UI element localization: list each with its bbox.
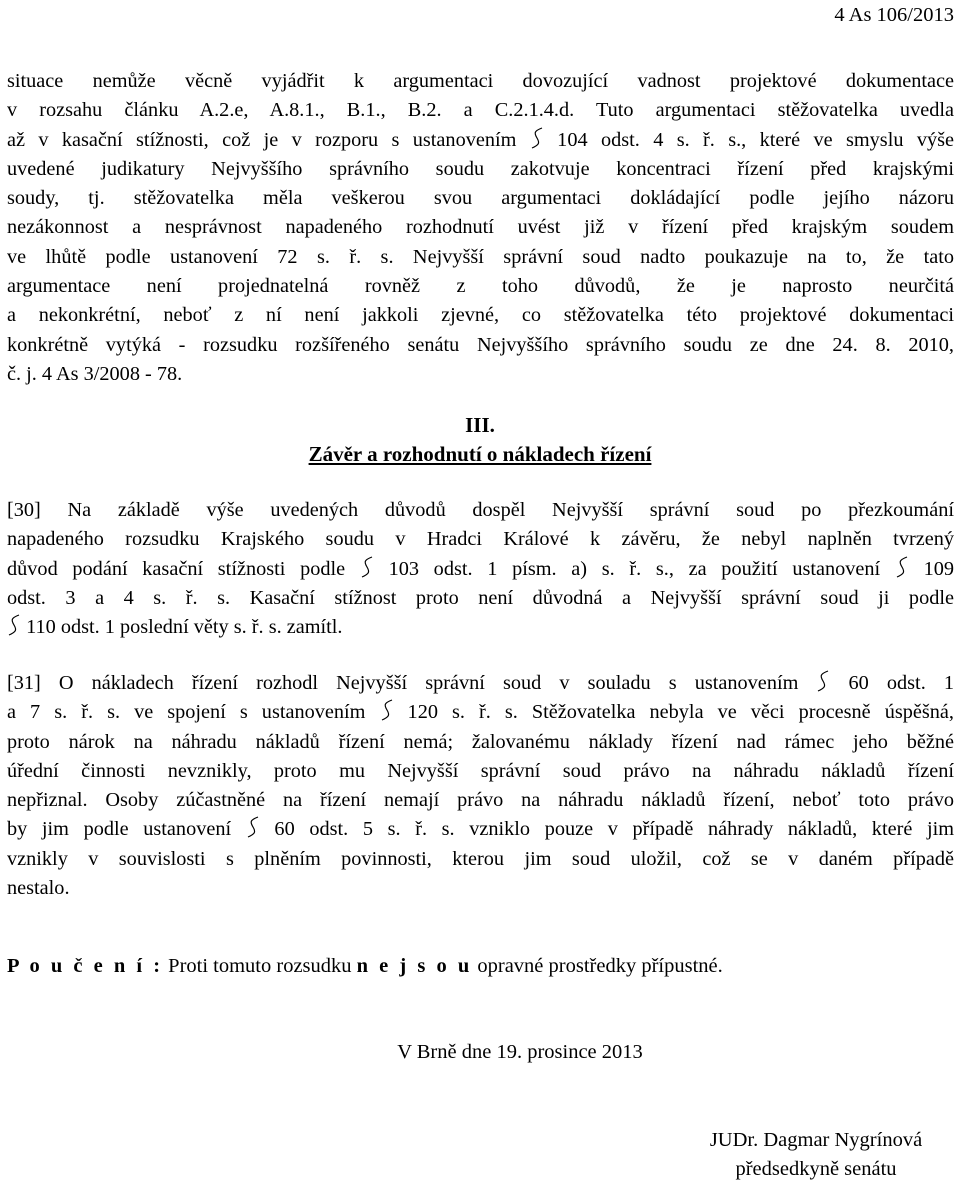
text-segment: 60 odst. 1 [848, 672, 954, 694]
paragraph-sign-icon [530, 127, 544, 147]
text-line: konkrétně vytýká - rozsudku rozšířeného senátu Nejvyššího správního soudu ze dne 24. 8. 2010, [7, 333, 954, 356]
text-segment: 60 odst. 5 s. ř. s. vzniklo pouze v případě náhrady nákladů, které jim [274, 818, 955, 841]
paragraph-sign-icon [7, 614, 21, 634]
section-title: Závěr a rozhodnutí o nákladech řízení [308, 442, 652, 466]
text-line [7, 815, 954, 844]
paragraph-30 [7, 496, 954, 642]
case-number: 4 As 106/2013 [834, 4, 954, 26]
paragraph-sign-icon [380, 699, 394, 719]
text-segment: 120 s. ř. s. Stěžovatelka nebyla ve věci procesně úspěšná, [407, 701, 954, 724]
paragraph-sign-icon [360, 556, 374, 576]
signatory-name: JUDr. Dagmar Nygrínová [709, 1129, 923, 1151]
instruction-emphasis: n e j s o u [356, 955, 473, 977]
text-segment: důvod podání kasační stížnosti podle [7, 557, 346, 580]
text-line: napadeného rozsudku Krajského soudu v Hradci Králové k závěru, že nebyl naplněn tvrzený [7, 528, 954, 551]
signature-block [686, 1126, 946, 1184]
text-segment: by jim podle ustanovení [7, 818, 232, 841]
text-segment: a 7 s. ř. s. ve spojení s ustanovením [7, 701, 366, 724]
paragraph-31 [7, 669, 954, 903]
text-line: argumentace není projednatelná rovněž z toho důvodů, že je naprosto neurčitá [7, 275, 954, 298]
text-segment: 103 odst. 1 písm. a) s. ř. s., za použití ustanovení [388, 557, 881, 580]
text-line: úřední činnosti nevznikly, proto mu Nejvyšší správní soud právo na náhradu nákladů řízení [7, 759, 954, 782]
text-line: soudy, tj. stěžovatelka měla veškerou svou argumentaci dokládající podle jejího názoru [7, 187, 954, 210]
text-line: č. j. 4 As 3/2008 - 78. [7, 362, 183, 385]
text-segment: [31] O nákladech řízení rozhodl Nejvyšší správní soud v souladu s ustanovením [7, 672, 799, 694]
signatory-role: předsedkyně senátu [735, 1158, 897, 1180]
text-segment: 110 odst. 1 poslední věty s. ř. s. zamítl. [26, 616, 343, 639]
text-line [7, 698, 954, 727]
text-line: v rozsahu článku A.2.e, A.8.1., B.1., B.2. a C.2.1.4.d. Tuto argumentaci stěžovatelka uvedla [7, 99, 954, 122]
text-line: nezákonnost a nesprávnost napadeného rozhodnutí uvést již v řízení před krajským soudem [7, 216, 954, 239]
instruction-text: Proti tomuto rozsudku [168, 955, 352, 977]
text-line [7, 126, 954, 155]
date-line: V Brně dne 19. prosince 2013 [397, 1041, 643, 1063]
text-segment: 109 [923, 557, 955, 580]
text-line: situace nemůže věcně vyjádřit k argumentaci dovozující vadnost projektové dokumentace [7, 70, 954, 92]
text-line: vznikly v souvislosti s plněním povinnosti, kterou jim soud uložil, což se v daném případě [7, 847, 954, 870]
text-line: [30] Na základě výše uvedených důvodů dospěl Nejvyšší správní soud po přezkoumání [7, 499, 954, 521]
paragraph-sign-icon [246, 816, 260, 836]
text-line: nestalo. [7, 877, 70, 900]
text-line [7, 555, 954, 584]
text-segment: až v kasační stížnosti, což je v rozporu s ustanovením [7, 128, 517, 151]
text-line [7, 613, 954, 642]
section-number: III. [465, 413, 495, 437]
paragraph-intro [7, 67, 954, 389]
instruction-line [7, 955, 723, 978]
instruction-label: P o u č e n í : [7, 955, 164, 977]
text-line: nepřiznal. Osoby zúčastněné na řízení nemají právo na náhradu nákladů řízení, neboť toto právo [7, 789, 954, 812]
text-line: proto nárok na náhradu nákladů řízení nemá; žalovanému náklady řízení nad rámec jeho běžné [7, 730, 954, 753]
text-segment: 104 odst. 4 s. ř. s., které ve smyslu výše [557, 128, 955, 151]
text-line [7, 669, 954, 698]
text-line: a nekonkrétní, neboť z ní není jakkoli zjevné, co stěžovatelka této projektové dokumentaci [7, 304, 954, 327]
text-line: uvedené judikatury Nejvyššího správního soudu zakotvuje koncentraci řízení před krajskými [7, 157, 954, 180]
text-line: ve lhůtě podle ustanovení 72 s. ř. s. Nejvyšší správní soud nadto poukazuje na to, že tato [7, 245, 954, 268]
paragraph-sign-icon [816, 670, 830, 690]
paragraph-sign-icon [895, 556, 909, 576]
instruction-text-end: opravné prostředky přípustné. [477, 955, 723, 977]
text-line: odst. 3 a 4 s. ř. s. Kasační stížnost proto není důvodná a Nejvyšší správní soud ji podle [7, 586, 954, 609]
